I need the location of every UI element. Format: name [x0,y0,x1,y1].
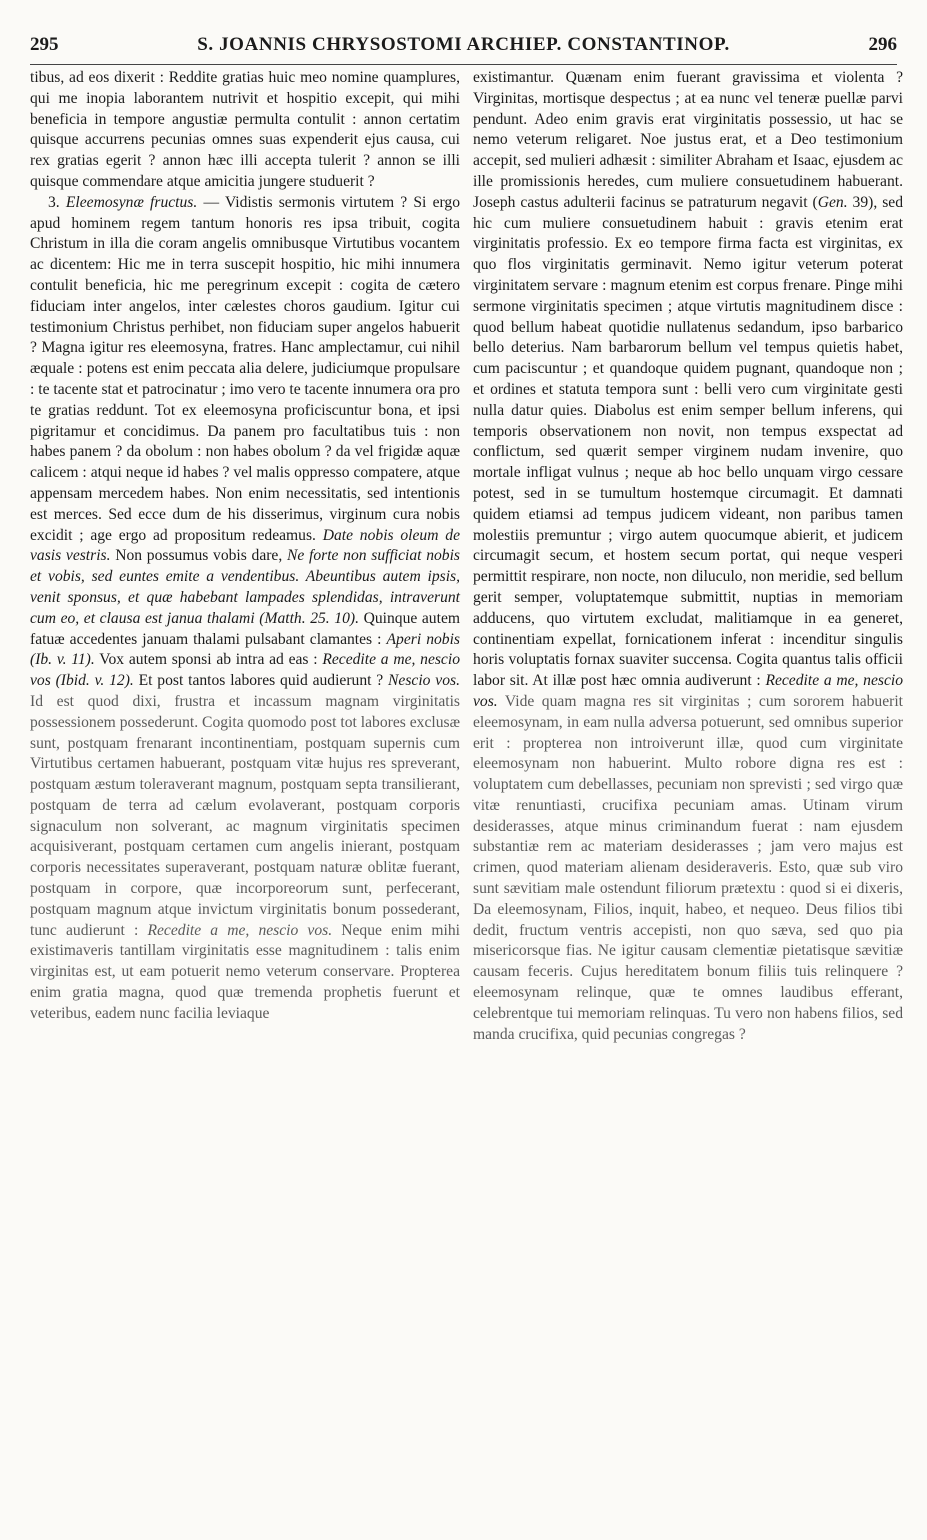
right-paragraph [473,68,903,1045]
text-run: Vox autem sponsi ab intra ad eas : [94,651,323,669]
citation: (Ibid. v. 12). [50,672,134,690]
quotation: Recedite a me, nescio vos [30,651,460,690]
section-number: 3. [48,193,60,211]
text-run: — Vidistis sermonis virtutem ? Si ergo apud hominem regem tantum honoris res ipsa tribuit, cogita Christum in illa die coram angelis omnibusque Virtutibus vocantem ac dicentem: Hic me in terra suscepit hospitio, hic mihi innumera contulit beneficia, hic me peregrinum excepit : cogita de cætero fiduciam inter angelos, inter cælestes choros gaudium. Igitur cui testimonium Christus perhibet, non fiduciam super angelos habuerit ? Magna igitur res eleemosyna, fratres. Hanc amplectamur, cui nihil æquale : potens est enim peccata alia delere, judiciumque propulsare : te tacente stat et patrocinatur ; imo vero te tacente innumera ora pro te gratias reddunt. Tot ex eleemosyna proficiscuntur bona, et ipsi pigritamur et concidimus. Da panem pro facultatibus tuis : non habes panem ? da obolum : non habes obolum ? da vel frigidæ aquæ calicem : atqui neque id habes ? vel malis oppresso compatere, atque appensam mercedem habes. Non enim necessitatis, sed intentionis est merces. Sed ecce dum de his disserimus, virginum cura nobis excidit ; age ergo ad propositum redeamus. [30,193,461,544]
quotation: Aperi nobis [386,630,461,648]
quotation: Recedite a me, nescio vos. [473,672,903,710]
text-run: Non possumus vobis dare, [110,547,287,565]
quotation: Nescio vos. [388,672,460,690]
text-run: Neque enim mihi existimaveris tantillam virginitatis esse magnitudinem : talis enim virginitas est, ut eam potuerit nemo veterum conservare. Propterea enim gratia magna, quod quæ tremenda prophetis fuerunt et veteribus, eadem nunc facilia leviaque [30,921,460,1022]
page-number-left: 295 [30,34,59,55]
left-column [30,68,460,1025]
running-title: S. JOANNIS CHRYSOSTOMI ARCHIEP. CONSTANTINOP. [197,34,730,55]
left-paragraph-2 [30,193,460,1025]
quotation: Ne forte non sufficiat nobis et vobis, sed euntes emite a vendentibus. Abeuntibus autem ipsis, venit sponsus, et quæ habebant lampades splendidas, intraverunt cum eo, et clausa est janua thalami [30,547,461,627]
page-number-right: 296 [868,34,897,55]
quotation: Date nobis oleum de vasis vestris. [30,526,460,565]
section-title: Eleemosynæ fructus. [65,193,198,211]
header-rule [30,64,897,65]
citation: (Matth. 25. 10). [254,609,359,627]
text-run: Vide quam magna res sit virginitas ; cum sororem habuerit eleemosynam, in eam nulla adversa potuerunt, sed omnibus superior erit : propterea non introiverunt illæ, quod cum virginitate eleemosynam non habuerint. Multo robore digna res est : voluptatem cum debellasses, pecuniam non sprevisti ; sed virgo quæ vitæ renuntiasti, crucifixa pecuniam amas. Utinam virum desiderasses, atque minus criminandum fuerat : nam ejusdem substantiæ rem ac materiam desiderasses ; jam vero majus est crimen, quod materiam alienam desideraveris. Esto, quæ sub viro sunt sævitiam male ostendunt filiorum prætextu : quod si ei dixeris, Da eleemosynam, Filios, inquit, habeo, et nequeo. Deus filios tibi dedit, fructum ventris accepisti, non quo sæva, sed quo pia misericorsque fias. Ne igitur causam clementiæ pietatisque sævitiæ causam feceris. Cujus hereditatem bonum filiis tuis relinquere ? eleemosynam relinque, quæ te omnes laudibus efferant, celebrentque tui memoriam relinquas. Tu vero non habens filios, sed manda crucifixa, quid pecunias congregas ? [473,692,903,1043]
left-paragraph-1: tibus, ad eos dixerit : Reddite gratias huic meo nomine quamplures, qui me inopia laborantem nutrivit et hospitio excepit, qui mihi beneficia in tempore angustiæ permulta contulit : annon certatim quisque accurrens pecunias omnes suas expenderit ejus causa, cui rex gratias egerit ? annon hæc illi accepta tulerit ? annon se illi quisque commendare atque amicitia jungere studuerit ? [30,69,460,190]
citation: (Ib. v. 11). [30,651,95,669]
text-run: 39), sed hic cum muliere consuetudinem habuit : gravis etenim erat virginitatis professio. Ex eo tempore firma facta est virginitas, ex quo flos virginitatis germinavit. Nemo igitur veterum poterat virginitatem servare : magnum etenim est corpus frenare. Pinge mihi sermone virginitatis specimen ; atque virtutis magnitudinem disce : quod bellum habeat quotidie nullatenus sedandum, ipso barbarico bello deterius. Nam barbarorum bellum vel tempus quietis habet, cum paciscuntur ; et quandoque quidem pugnant, quandoque non ; et ordines et statuta tempora sunt : belli vero cum virginitate gesti nulla datur quies. Diabolus est enim semper bellum inferens, qui temporis observationem non novit, non tempus exspectat ad conflictum, sed quærit semper virginem nudam invenire, quo mortale infligat vulnus ; neque ab hoc bello unquam virgo cessare potest, sed in se tumultum hostemque circumagit. Et damnati quidem etiamsi ad tempus judicem videant, non paribus tamen molestiis premuntur ; virgo autem quocumque abierit, et judicem circumagit secum, et hostem secum portat, qui neque vesperi permittit respirare, non nocte, non diluculo, non meridie, sed bellum gerit semper, voluptatemque submittit, nuptias in memoriam adducens, quo virtutem excludat, malitiamque in ea generet, continentiam expellat, fornicationem inferat : incenditur singulis horis voluptatis fornax suaviter succensa. Cogita quantus talis officii labor sit. At illæ post hæc omnia audiverunt : [473,193,903,690]
citation: Gen. [817,193,848,211]
quotation: Recedite a me, nescio vos. [147,921,333,939]
right-column [473,68,903,1045]
text-run: Id est quod dixi, frustra et incassum magnam virginitatis possessionem possederunt. Cogita quomodo post tot labores exclusæ sunt, postquam frenarant incontinentiam, postquam supernis cum Virtutibus certamen habuerant, postquam vitæ hujus res spreverant, postquam æstum toleraverant magnum, postquam septa transilierant, postquam de terra ad cælum evolaverant, postquam corporis signaculum non solverant, ac magnum virginitatis specimen acquisiverant, postquam certamen cum angelis inierant, postquam corporis necessitates superaverant, postquam naturæ oblitæ fuerant, postquam in corpore, quæ incorporeorum sunt, perfecerant, postquam magnum atque invictum virginitatis bonum possederant, tunc audierunt : [30,692,460,939]
running-header [30,30,897,60]
text-run: Quinque autem fatuæ accedentes januam thalami pulsabant clamantes : [30,609,460,648]
text-run: Et post tantos labores quid audierunt ? [133,672,389,690]
text-run: existimantur. Quænam enim fuerant gravissima et violenta ? Virginitas, mortisque despectus ; at ea nunc vel teneræ puellæ parvi pendunt. Adeo enim gravis erat virginitatis possessio, ut hac se nemo veterum religaret. Noe justus erat, et a Deo testimonium accepit, sed mulieri adhæsit : similiter Abraham et Isaac, ejusdem ac ille promissionis heredes, cum muliere consuetudinem habuerant. Joseph castus adulterii facinus se patraturum negavit ( [473,69,903,211]
